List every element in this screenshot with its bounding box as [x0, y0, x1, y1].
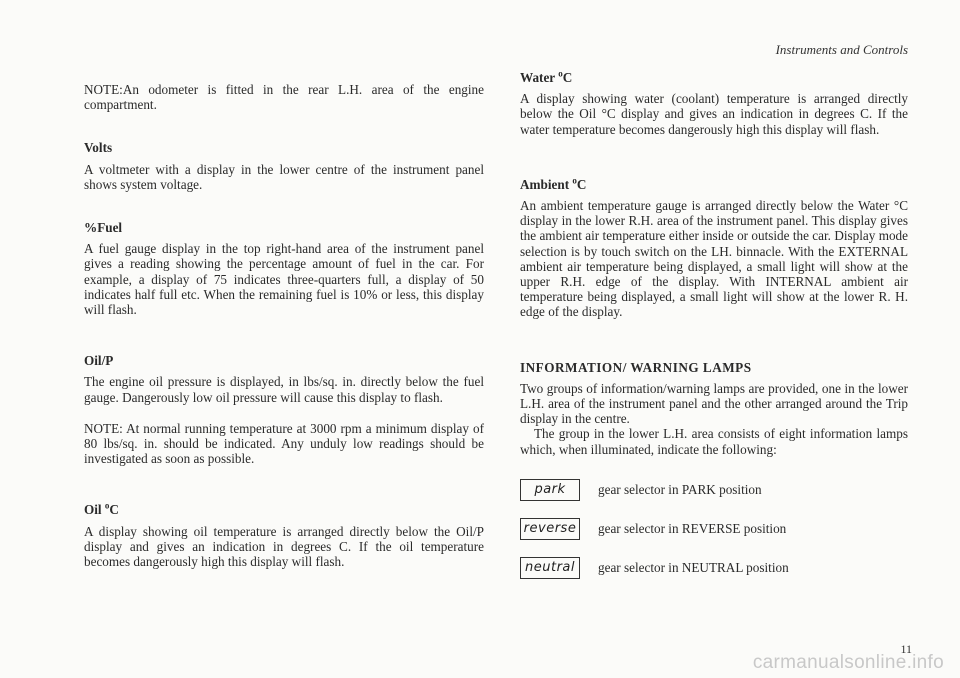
ambient-temp-text: An ambient temperature gauge is arranged directly below the Water °C display in the lower R.H. area of the instrument panel. This display gives the ambient air temperature either inside or outside the car. Display mode selection is by touch switch on the LH. binnacle. With the EXTERNAL ambient air temperature being displayed, a small light will show at the upper R.H. edge of the display. With INTERNAL ambient air temperature being displayed, a small light will show at the lower R. H. edge of the display.	[520, 198, 908, 320]
oil-temp-text: A display showing oil temperature is arranged directly below the Oil/P display and gives an indication in degrees C. If the oil temperature becomes dangerously high this display will flash.	[84, 523, 484, 570]
water-temp-text: A display showing water (coolant) temperature is arranged directly below the Oil °C display and gives an indication in degrees C. If the water temperature becomes dangerously high this display will flash.	[520, 91, 908, 137]
reverse-lamp-icon: reverse	[520, 518, 580, 540]
warning-lamps-heading: INFORMATION/ WARNING LAMPS	[520, 359, 752, 375]
oilp-text: The engine oil pressure is displayed, in lbs/sq. in. directly below the fuel gauge. Dangerously low oil pressure will cause this display to flash.	[84, 374, 484, 405]
left-column	[84, 82, 484, 569]
warning-lamps-text: Two groups of information/warning lamps are provided, one in the lower L.H. area of the instrument panel and the other arranged around the Trip display in the centre.	[520, 380, 908, 427]
lamp-description: gear selector in NEUTRAL position	[598, 560, 789, 576]
oilp-note: NOTE: At normal running temperature at 3000 rpm a minimum display of 80 lbs/sq. in. should be indicated. Any unduly low readings should be investigated as soon as possible.	[84, 420, 484, 467]
park-lamp-icon: park	[520, 479, 580, 501]
page-number: 11	[900, 642, 912, 656]
lamp-description: gear selector in REVERSE position	[598, 521, 787, 537]
ambient-temp-heading: Ambient $^o$C	[520, 175, 587, 192]
fuel-text: A fuel gauge display in the top right-hand area of the instrument panel gives a reading showing the percentage amount of fuel in the car. For example, a display of 75 indicates three-quarters full, a display of 50 indicates half full etc. When the remaining fuel is 10% or less, this display will flash.	[84, 241, 484, 318]
oil-temp-heading: Oil $^o$C	[84, 501, 119, 518]
fuel-heading: %Fuel	[84, 220, 123, 236]
volts-text: A voltmeter with a display in the lower centre of the instrument panel shows system voltage.	[84, 161, 484, 192]
odometer-note: NOTE:An odometer is fitted in the rear L.H. area of the engine compartment.	[84, 82, 484, 113]
lamp-row-park	[520, 479, 908, 501]
water-temp-heading: Water $^o$C	[520, 68, 573, 85]
warning-lamps-text-2: The group in the lower L.H. area consists of eight information lamps which, when illuminated, indicate the following:	[520, 426, 908, 457]
lamp-row-reverse	[520, 518, 908, 540]
page-header: Instruments and Controls	[775, 42, 908, 57]
watermark: carmanualsonline.info	[752, 652, 944, 673]
lamp-row-neutral	[520, 557, 908, 579]
neutral-lamp-icon: neutral	[520, 557, 580, 579]
right-column	[520, 70, 908, 596]
volts-heading: Volts	[84, 140, 113, 156]
lamp-description: gear selector in PARK position	[598, 482, 762, 498]
oilp-heading: Oil/P	[84, 353, 114, 369]
